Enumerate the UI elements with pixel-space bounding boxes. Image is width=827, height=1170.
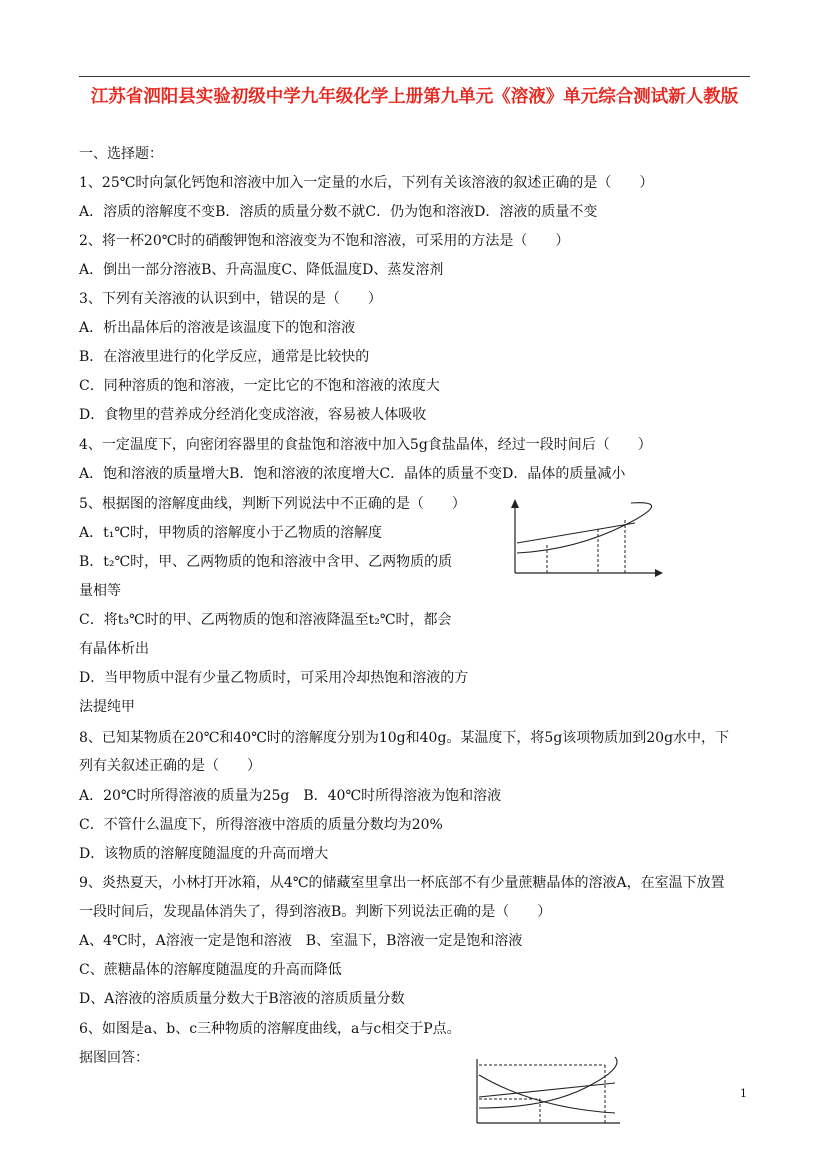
question-8-cont: 列有关叙述正确的是（ ） bbox=[79, 758, 261, 774]
document-title: 江苏省泗阳县实验初级中学九年级化学上册第九单元《溶液》单元综合测试新人教版 bbox=[90, 87, 739, 107]
question-9-option-d: D、A溶液的溶质质量分数大于B溶液的溶质质量分数 bbox=[79, 991, 405, 1007]
page-number: 1 bbox=[740, 1087, 747, 1100]
question-5-option-c-cont: 有晶体析出 bbox=[79, 641, 149, 657]
question-8: 8、已知某物质在20℃和40℃时的溶解度分别为10g和40g。某温度下，将5g该项物质加到20g水中，下 bbox=[79, 730, 730, 746]
question-4: 4、一定温度下，向密闭容器里的食盐饱和溶液中加入5g食盐晶体，经过一段时间后（ ） bbox=[79, 437, 652, 453]
question-9-option-c: C、蔗糖晶体的溶解度随温度的升高而降低 bbox=[79, 962, 342, 978]
question-5-option-b: B．t₂℃时，甲、乙两物质的饱和溶液中含甲、乙两物质的质 bbox=[79, 554, 453, 570]
question-5-option-b-cont: 量相等 bbox=[79, 583, 121, 599]
question-8-option-d: D．该物质的溶解度随温度的升高而增大 bbox=[79, 846, 329, 862]
question-9-cont: 一段时间后，发现晶体消失了，得到溶液B。判断下列说法正确的是（ ） bbox=[79, 904, 552, 920]
question-5: 5、根据图的溶解度曲线，判断下列说法中不正确的是（ ） bbox=[79, 496, 466, 512]
question-1: 1、25℃时向氯化钙饱和溶液中加入一定量的水后，下列有关该溶液的叙述正确的是（ ） bbox=[79, 175, 654, 191]
solubility-curve-figure-q6 bbox=[465, 1053, 635, 1133]
question-2-options: A．倒出一部分溶液B、升高温度C、降低温度D、蒸发溶剂 bbox=[79, 262, 444, 278]
question-9-option-ab: A、4℃时，A溶液一定是饱和溶液 B、室温下，B溶液一定是饱和溶液 bbox=[79, 933, 523, 949]
question-4-options: A．饱和溶液的质量增大B．饱和溶液的浓度增大C．晶体的质量不变D．晶体的质量减小 bbox=[79, 466, 626, 482]
question-5-option-d-cont: 法提纯甲 bbox=[79, 699, 135, 715]
question-8-option-c: C．不管什么温度下，所得溶液中溶质的质量分数均为20% bbox=[79, 817, 443, 833]
section-heading: 一、选择题： bbox=[79, 146, 163, 162]
curve-yi bbox=[517, 523, 635, 543]
curve-jia bbox=[517, 503, 652, 553]
question-6-prompt: 据图回答： bbox=[79, 1050, 149, 1066]
y-axis-arrow bbox=[511, 499, 519, 508]
question-3-option-a: A．析出晶体后的溶液是该温度下的饱和溶液 bbox=[79, 320, 356, 336]
question-5-option-c: C．将t₃℃时的甲、乙两物质的饱和溶液降温至t₂℃时，都会 bbox=[79, 612, 452, 628]
question-9: 9、炎热夏天，小林打开冰箱，从4℃的储藏室里拿出一杯底部不有少量蔗糖晶体的溶液A，在室温下放置 bbox=[79, 875, 725, 891]
x-axis-arrow bbox=[655, 569, 663, 577]
question-3-option-c: C．同种溶质的饱和溶液，一定比它的不饱和溶液的浓度大 bbox=[79, 378, 440, 394]
solubility-curve-figure-q5 bbox=[505, 495, 665, 580]
question-3: 3、下列有关溶液的认识到中，错误的是（ ） bbox=[79, 291, 382, 307]
question-8-option-ab: A．20℃时所得溶液的质量为25g B．40℃时所得溶液为饱和溶液 bbox=[79, 788, 502, 804]
question-2: 2、将一杯20℃时的硝酸钾饱和溶液变为不饱和溶液，可采用的方法是（ ） bbox=[79, 233, 570, 249]
question-6: 6、如图是a、b、c三种物质的溶解度曲线，a与c相交于P点。 bbox=[79, 1021, 461, 1037]
header-rule bbox=[79, 76, 750, 77]
question-1-options: A．溶质的溶解度不变B．溶质的质量分数不就C．仍为饱和溶液D．溶液的质量不变 bbox=[79, 204, 598, 220]
question-3-option-d: D．食物里的营养成分经消化变成溶液，容易被人体吸收 bbox=[79, 407, 427, 423]
curve-b bbox=[479, 1083, 615, 1097]
question-5-option-a: A．t₁℃时，甲物质的溶解度小于乙物质的溶解度 bbox=[79, 525, 383, 541]
question-3-option-b: B．在溶液里进行的化学反应，通常是比较快的 bbox=[79, 349, 370, 365]
question-5-option-d: D．当甲物质中混有少量乙物质时，可采用冷却热饱和溶液的方 bbox=[79, 670, 469, 686]
